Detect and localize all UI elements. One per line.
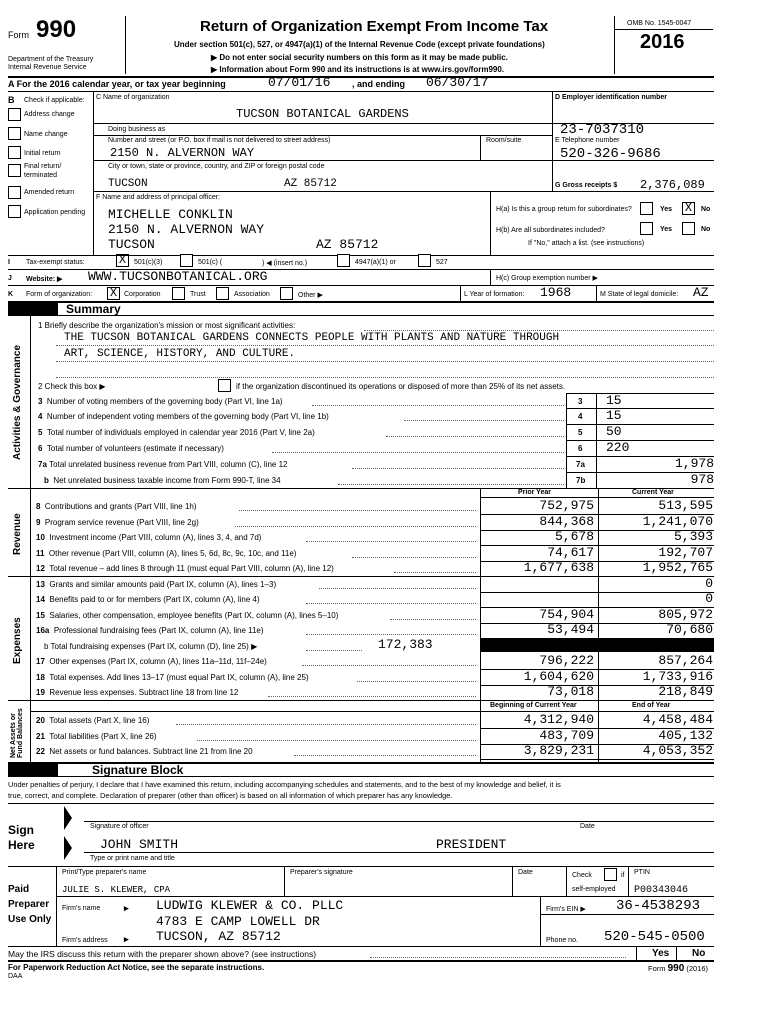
form-subtitle: Under section 501(c), 527, or 4947(a)(1) of the Internal Revenue Code (except private foundations) — [174, 40, 545, 49]
line11-leader — [352, 557, 476, 558]
line-k-label: K — [8, 291, 14, 298]
year-formation-label: L Year of formation: — [464, 291, 525, 298]
tax-year-end: 06/30/17 — [426, 75, 489, 90]
h-a-no-checkbox[interactable]: X — [682, 202, 695, 215]
perjury-line1: Under penalties of perjury, I declare that I have examined this return, including accompanying schedules and statements, and to the best of my knowledge and belief, it is — [8, 780, 561, 789]
tax-exempt-status-label: Tax-exempt status: — [26, 259, 85, 266]
line11-prior-value: 74,617 — [547, 545, 594, 560]
firm-street: 4783 E CAMP LOWELL DR — [156, 914, 320, 929]
city-label: City or town, state or province, country, and ZIP or foreign postal code — [108, 163, 325, 170]
line3-value: 15 — [606, 393, 622, 408]
line12-text: 12 Total revenue – add lines 8 through 11 (must equal Part VIII, column (A), line 12) — [36, 564, 334, 573]
form-of-org-label: Form of organization: — [26, 291, 93, 298]
line8-text: 8 Contributions and grants (Part VIII, line 1h) — [36, 502, 197, 511]
line13-current-value: 0 — [705, 576, 713, 591]
year-formation-value: 1968 — [540, 285, 572, 300]
officer-city: TUCSON — [108, 237, 155, 252]
association-checkbox[interactable] — [216, 287, 229, 300]
end-of-year-header: End of Year — [632, 702, 671, 709]
line17-text: 17 Other expenses (Part IX, column (A), lines 11a–11d, 11f–24e) — [36, 657, 267, 666]
line16b-shaded — [480, 638, 714, 652]
part-i-tab — [8, 302, 58, 315]
line9-text: 9 Program service revenue (Part VIII, line 2g) — [36, 518, 199, 527]
other-org-checkbox[interactable] — [280, 287, 293, 300]
state-domicile-value: AZ — [693, 285, 709, 300]
firm-phone-label: Phone no. — [546, 937, 578, 944]
check-label: Check — [572, 872, 592, 879]
section-b-label: B — [8, 95, 15, 105]
line16a-prior-value: 53,494 — [547, 622, 594, 637]
street-label: Number and street (or P.O. box if mail is not delivered to street address) — [108, 137, 331, 144]
part-ii-title: Signature Block — [92, 763, 184, 777]
h-b-note: If "No," attach a list. (see instructions) — [528, 240, 645, 247]
info-notice: ▶ Information about Form 990 and its instructions is at www.irs.gov/form990. — [211, 65, 505, 74]
form-label: Form — [8, 30, 29, 40]
line15-prior-value: 754,904 — [539, 607, 594, 622]
dept-line1: Department of the Treasury — [8, 56, 94, 63]
line19-leader — [268, 696, 476, 697]
line5-text: 5 Total number of individuals employed in calendar year 2016 (Part V, line 2a) — [38, 428, 315, 437]
final-return-label: Final return/ terminated — [24, 163, 62, 179]
firm-address-label: Firm's address — [62, 937, 108, 944]
line21-text: 21 Total liabilities (Part X, line 26) — [36, 732, 157, 741]
org-street: 2150 N. ALVERNON WAY — [110, 146, 255, 160]
section-rule — [30, 700, 714, 701]
line3-text: 3 Number of voting members of the governing body (Part VI, line 1a) — [38, 397, 283, 406]
line18-text: 18 Total expenses. Add lines 13–17 (must equal Part IX, column (A), line 25) — [36, 673, 309, 682]
h-a-yes-label: Yes — [660, 206, 673, 213]
line22-text: 22 Net assets or fund balances. Subtract line 21 from line 20 — [36, 747, 253, 756]
perjury-line2: true, correct, and complete. Declaration of preparer (other than officer) is based on all information of which preparer has any knowledge. — [8, 791, 453, 800]
status-501c-label: 501(c) ( — [198, 259, 223, 266]
h-b-yes-checkbox[interactable] — [640, 222, 653, 235]
other-org-label: Other ▶ — [298, 292, 323, 299]
line16a-leader — [306, 634, 476, 635]
status-4947-label: 4947(a)(1) or — [355, 259, 396, 266]
preparer-date-label: Date — [518, 869, 533, 876]
preparer-name-label: Print/Type preparer's name — [62, 869, 147, 876]
line9-leader — [235, 526, 476, 527]
preparer-ptin: P00343046 — [634, 885, 689, 896]
name-change-checkbox[interactable] — [8, 127, 21, 140]
name-change-label: Name change — [24, 131, 68, 138]
line11-current-value: 192,707 — [658, 545, 713, 560]
revenue-sidehead: Revenue — [12, 513, 23, 555]
line8-prior-value: 752,975 — [539, 498, 594, 513]
line7b-box: 7b — [576, 476, 586, 485]
line22-rule — [480, 759, 714, 760]
status-4947-checkbox[interactable] — [337, 254, 350, 267]
discuss-yes[interactable]: Yes — [652, 948, 670, 959]
line3-box: 3 — [578, 397, 583, 406]
self-employed-label: self-employed — [572, 886, 616, 893]
trust-checkbox[interactable] — [172, 287, 185, 300]
amended-return-label: Amended return — [24, 189, 75, 196]
firm-address-arrow: ▸ — [124, 934, 129, 944]
status-527-checkbox[interactable] — [418, 254, 431, 267]
daa-label: DAA — [8, 973, 23, 980]
corporation-label: Corporation — [124, 291, 161, 298]
line19-prior-value: 73,018 — [547, 684, 594, 699]
line14-leader — [306, 603, 476, 604]
h-b-no-label: No — [701, 226, 711, 233]
net-assets-sidehead: Net Assets or Fund Balances — [10, 708, 24, 758]
line8-current-value: 513,595 — [658, 498, 713, 513]
discontinued-checkbox[interactable] — [218, 379, 231, 392]
beginning-year-header: Beginning of Current Year — [490, 702, 577, 709]
officer-street: 2150 N. ALVERNON WAY — [108, 222, 265, 237]
line16b-text: b Total fundraising expenses (Part IX, column (D), line 25) ▶ — [44, 642, 258, 651]
line20-prior-value: 4,312,940 — [523, 712, 594, 727]
room-suite-label: Room/suite — [486, 137, 522, 144]
line16b-value: 172,383 — [378, 637, 433, 652]
line20-text: 20 Total assets (Part X, line 16) — [36, 716, 150, 725]
firm-name: LUDWIG KLEWER & CO. PLLC — [156, 898, 344, 913]
ssn-notice: ▶ Do not enter social security numbers on this form as it may be made public. — [211, 53, 508, 62]
line17-prior-value: 796,222 — [539, 653, 594, 668]
ptin-label: PTIN — [634, 869, 650, 876]
h-b-question: H(b) Are all subordinates included? — [496, 227, 605, 234]
section-rule — [30, 711, 714, 712]
address-change-checkbox[interactable] — [8, 108, 21, 121]
final-return-checkbox[interactable] — [8, 164, 21, 177]
line2-label: 2 Check this box ▶ — [38, 382, 106, 391]
line19-text: 19 Revenue less expenses. Subtract line 18 from line 12 — [36, 688, 239, 697]
preparer-name: JULIE S. KLEWER, CPA — [62, 885, 171, 895]
status-501c3-label: 501(c)(3) — [134, 259, 163, 266]
ein-value: 23-7037310 — [560, 122, 645, 138]
line10-leader — [306, 541, 476, 542]
activities-governance-sidehead: Activities & Governance — [12, 344, 23, 460]
h-a-question: H(a) Is this a group return for subordinates? — [496, 206, 632, 213]
line15-current-value: 805,972 — [658, 607, 713, 622]
form-title: Return of Organization Exempt From Income Tax — [200, 18, 549, 35]
if-label: if — [621, 872, 625, 879]
firm-city: TUCSON, AZ 85712 — [156, 929, 281, 944]
state-domicile-label: M State of legal domicile: — [600, 291, 679, 298]
line20-leader — [176, 724, 476, 725]
expenses-sidehead: Expenses — [12, 617, 23, 664]
address-change-label: Address change — [24, 111, 75, 118]
status-insert-no-label: ) ◀ (insert no.) — [262, 260, 308, 267]
line8-leader — [239, 510, 476, 511]
sign-arrow — [64, 806, 72, 830]
line9-prior-value: 844,368 — [539, 514, 594, 529]
telephone-label: E Telephone number — [555, 137, 620, 144]
preparer-signature-label: Preparer's signature — [290, 869, 353, 876]
h-b-no-checkbox[interactable] — [682, 222, 695, 235]
h-a-yes-checkbox[interactable] — [640, 202, 653, 215]
line17-leader — [302, 665, 476, 666]
line13-rule — [480, 592, 714, 593]
line1-label: 1 Briefly describe the organization's mission or most significant activities: — [38, 321, 296, 330]
trust-label: Trust — [190, 291, 206, 298]
sign-arrow-2 — [64, 836, 72, 860]
form-reference: Form 990 (2016) — [648, 963, 709, 974]
line18-leader — [357, 681, 476, 682]
dept-line2: Internal Revenue Service — [8, 64, 87, 71]
mission-line2: ART, SCIENCE, HISTORY, AND CULTURE. — [64, 348, 296, 360]
check-if-applicable: Check if applicable: — [24, 97, 85, 104]
org-city: TUCSON — [108, 178, 148, 190]
line2-text: if the organization discontinued its operations or disposed of more than 25% of its net assets. — [236, 382, 566, 391]
initial-return-label: Initial return — [24, 150, 61, 157]
line21-current-value: 405,132 — [658, 728, 713, 743]
line6-value: 220 — [606, 440, 630, 455]
line14-current-value: 0 — [705, 591, 713, 606]
irs-discuss-question: May the IRS discuss this return with the preparer shown above? (see instructions) — [8, 949, 317, 959]
line6-box: 6 — [578, 444, 583, 453]
website-label: Website: ▶ — [26, 276, 63, 283]
line7a-value: 1,978 — [674, 456, 714, 471]
association-label: Association — [234, 291, 270, 298]
line-i-label: I — [8, 259, 10, 266]
ein-label: D Employer identification number — [555, 94, 668, 101]
principal-officer-label: F Name and address of principal officer: — [96, 194, 220, 201]
telephone-value: 520-326-9686 — [560, 146, 661, 162]
line13-leader — [319, 588, 476, 589]
status-501c-checkbox[interactable] — [180, 254, 193, 267]
firm-name-arrow: ▸ — [124, 903, 129, 913]
line4-text: 4 Number of independent voting members of the governing body (Part VI, line 1b) — [38, 412, 329, 421]
org-name-label: C Name of organization — [96, 94, 170, 101]
line9-current-value: 1,241,070 — [642, 514, 713, 529]
preparer-label: Preparer — [8, 899, 50, 910]
line13-text: 13 Grants and similar amounts paid (Part IX, column (A), lines 1–3) — [36, 580, 277, 589]
line7a-box: 7a — [576, 460, 585, 469]
part-i-title: Summary — [66, 302, 121, 316]
signature-officer-label: Signature of officer — [90, 823, 149, 830]
prior-year-header: Prior Year — [518, 489, 551, 496]
signer-name: JOHN SMITH — [100, 837, 179, 852]
line12-prior-value: 1,677,638 — [523, 560, 594, 575]
line22-leader — [294, 755, 476, 756]
omb-number: OMB No. 1545-0047 — [627, 20, 692, 27]
line18-current-value: 1,733,916 — [642, 669, 713, 684]
application-pending-checkbox[interactable] — [8, 205, 21, 218]
line21-prior-value: 483,709 — [539, 728, 594, 743]
line17-current-value: 857,264 — [658, 653, 713, 668]
line5-value: 50 — [606, 424, 622, 439]
line12-leader — [394, 572, 476, 573]
line11-text: 11 Other revenue (Part VIII, column (A), lines 5, 6d, 8c, 9c, 10c, and 11e) — [36, 549, 297, 558]
line15-leader — [390, 619, 476, 620]
line16a-current-value: 70,680 — [666, 622, 713, 637]
application-pending-label: Application pending — [24, 209, 86, 216]
line21-leader — [197, 740, 476, 741]
line14-text: 14 Benefits paid to or for members (Part IX, column (A), line 4) — [36, 595, 260, 604]
officer-state-zip: AZ 85712 — [316, 237, 379, 252]
line16a-text: 16a Professional fundraising fees (Part IX, column (A), line 11e) — [36, 626, 264, 635]
line5-box: 5 — [578, 428, 583, 437]
type-name-label: Type or print name and title — [90, 855, 175, 862]
here-label: Here — [8, 838, 35, 852]
line7b-text: b Net unrelated business taxable income from Form 990-T, line 34 — [44, 476, 281, 485]
group-exemption-label: H(c) Group exemption number ▶ — [496, 275, 598, 282]
line4-box: 4 — [578, 412, 583, 421]
mission-line1: THE TUCSON BOTANICAL GARDENS CONNECTS PEOPLE WITH PLANTS AND NATURE THROUGH — [64, 332, 560, 344]
and-ending-label: , and ending — [352, 79, 405, 89]
line-a-label: A For the 2016 calendar year, or tax year beginning — [8, 79, 226, 89]
firm-name-label: Firm's name — [62, 905, 101, 912]
firm-ein-label: Firm's EIN ▶ — [546, 906, 586, 913]
section-rule — [30, 576, 714, 577]
tax-year-begin: 07/01/16 — [268, 75, 331, 90]
line4-value: 15 — [606, 408, 622, 423]
gross-receipts-label: G Gross receipts $ — [555, 182, 618, 189]
line6-text: 6 Total number of volunteers (estimate if necessary) — [38, 444, 224, 453]
self-employed-checkbox[interactable] — [604, 868, 617, 881]
firm-ein: 36-4538293 — [616, 898, 701, 914]
org-state-zip: AZ 85712 — [284, 178, 337, 190]
dba-label: Doing business as — [108, 126, 166, 133]
line15-text: 15 Salaries, other compensation, employee benefits (Part IX, column (A), lines 5–10) — [36, 611, 339, 620]
signer-title: PRESIDENT — [436, 837, 507, 852]
part-ii-tab — [8, 763, 58, 776]
line12-current-value: 1,952,765 — [642, 560, 713, 575]
current-year-header: Current Year — [632, 489, 674, 496]
h-b-yes-label: Yes — [660, 226, 673, 233]
line7b-value: 978 — [690, 472, 714, 487]
signature-date-label: Date — [580, 823, 595, 830]
line10-text: 10 Investment income (Part VIII, column (A), lines 3, 4, and 7d) — [36, 533, 262, 542]
line22-current-value: 4,053,352 — [642, 743, 713, 758]
paid-label: Paid — [8, 884, 30, 895]
org-name: TUCSON BOTANICAL GARDENS — [236, 107, 409, 121]
gross-receipts-value: 2,376,089 — [640, 178, 705, 192]
amended-return-checkbox[interactable] — [8, 186, 21, 199]
line10-current-value: 5,393 — [673, 529, 713, 544]
h-a-no-label: No — [701, 206, 711, 213]
status-501c3-checkbox[interactable]: X — [116, 254, 129, 267]
initial-return-checkbox[interactable] — [8, 146, 21, 159]
line10-prior-value: 5,678 — [554, 529, 594, 544]
discuss-no[interactable]: No — [692, 948, 706, 959]
paperwork-notice: For Paperwork Reduction Act Notice, see the separate instructions. — [8, 963, 265, 972]
line22-prior-value: 3,829,231 — [523, 743, 594, 758]
corporation-checkbox[interactable]: X — [107, 287, 120, 300]
sign-label: Sign — [8, 823, 34, 837]
officer-name: MICHELLE CONKLIN — [108, 207, 233, 222]
line-j-label: J — [8, 275, 12, 282]
website-value[interactable]: WWW.TUCSONBOTANICAL.ORG — [88, 269, 268, 284]
firm-phone: 520-545-0500 — [604, 929, 705, 945]
line19-current-value: 218,849 — [658, 684, 713, 699]
use-only-label: Use Only — [8, 914, 52, 925]
form-number: 990 — [36, 16, 77, 43]
line18-prior-value: 1,604,620 — [523, 669, 594, 684]
tax-year: 2016 — [640, 31, 685, 53]
line7a-text: 7a Total unrelated business revenue from Part VIII, column (C), line 12 — [38, 460, 288, 469]
status-527-label: 527 — [436, 259, 448, 266]
line20-current-value: 4,458,484 — [642, 712, 713, 727]
